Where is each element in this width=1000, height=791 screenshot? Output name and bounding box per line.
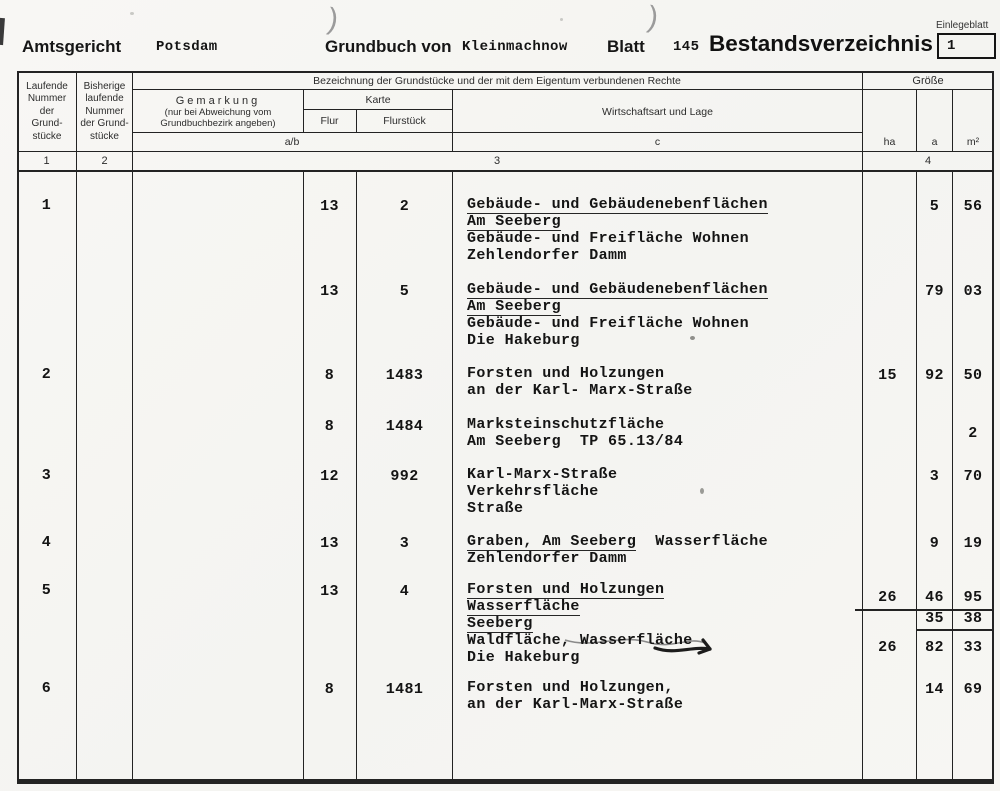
wirtschaftsart-text: Marksteinschutzfläche Am Seeberg TP 65.13/84 (467, 416, 684, 450)
col-header-karte: Karte (365, 93, 391, 106)
blatt-label: Blatt (607, 37, 645, 56)
size-a: 92 (925, 367, 944, 384)
grid-line (132, 89, 994, 90)
size-a: 9 (929, 535, 940, 552)
col-header-bezeichnung: Bezeichnung der Grundstücke und der mit dem Eigentum verbundenen Rechte (313, 74, 681, 87)
col-number-1: 1 (43, 155, 50, 167)
col-header-bisherige-nummer: Bisherige laufende Nummer der Grund- stücke (80, 80, 129, 142)
size-a: 35 (925, 610, 944, 627)
size-m2: 33 (963, 639, 983, 656)
flurstueck-value: 5 (399, 283, 410, 300)
size-a: 79 (925, 283, 944, 300)
col-header-flurstueck: Flurstück (383, 115, 426, 127)
entry-number: 3 (41, 467, 52, 484)
entry-number: 4 (41, 534, 52, 551)
size-ha: 15 (878, 367, 897, 384)
size-m2: 69 (963, 681, 983, 698)
col-header-wirtschaftsart: Wirtschaftsart und Lage (602, 105, 713, 118)
wirtschaftsart-text: Forsten und Holzungen, an der Karl-Marx-Straße (467, 679, 684, 713)
wirtschaftsart-text: Gebäude- und Gebäudenebenflächen Am Seeberg Gebäude- und Freifläche Wohnen Die Hakeburg (467, 281, 768, 349)
col-header-ha: ha (883, 136, 896, 148)
size-a: 46 (925, 589, 944, 606)
grid-line (992, 71, 994, 779)
entry-number: 6 (41, 680, 52, 697)
col-header-gemarkung: Gemarkung (nur bei Abweichung vom Grundbuchbezirk angeben) (160, 94, 276, 129)
court-label: Amtsgericht (22, 37, 122, 56)
col-header-ab: a/b (284, 135, 300, 148)
einlegeblatt-label: Einlegeblatt (936, 20, 989, 31)
grid-line (17, 170, 994, 172)
grid-line (862, 71, 863, 779)
size-a: 82 (925, 639, 944, 656)
col-header-groesse: Größe (912, 74, 944, 87)
scan-speck (130, 12, 134, 15)
col-header-c: c (654, 135, 661, 148)
flur-value: 13 (320, 535, 339, 552)
einlegeblatt-value: 1 (947, 38, 956, 54)
flurstueck-value: 2 (399, 198, 410, 215)
page-title: Bestandsverzeichnis (709, 31, 933, 56)
scan-speck (560, 18, 563, 21)
blatt-value: 145 (673, 39, 700, 55)
grundbuch-value: Kleinmachnow (462, 39, 568, 55)
col-header-laufende-nummer: Laufende Nummer der Grund- stücke (26, 80, 68, 142)
size-m2: 95 (963, 589, 983, 606)
entry-number: 5 (41, 582, 52, 599)
entry-number: 1 (41, 197, 52, 214)
size-m2: 56 (963, 198, 983, 215)
flurstueck-value: 3 (399, 535, 410, 552)
wirtschaftsart-text: Forsten und Holzungen Wasserfläche Seeberg Waldfläche, Wasserfläche Die Hakeburg (467, 581, 693, 666)
entry-number: 2 (41, 366, 52, 383)
col-number-3: 3 (493, 155, 501, 167)
flurstueck-value: 1483 (385, 367, 424, 384)
grid-line (452, 172, 453, 779)
flur-value: 13 (320, 283, 339, 300)
col-number-4: 4 (924, 155, 932, 167)
scan-speck (700, 488, 704, 494)
grundbuch-label: Grundbuch von (325, 37, 452, 56)
grid-line (132, 71, 133, 779)
col-header-flur: Flur (320, 115, 339, 127)
size-m2: 38 (963, 610, 983, 627)
flur-value: 12 (320, 468, 339, 485)
einlegeblatt-box (937, 33, 996, 59)
size-a: 3 (929, 468, 940, 485)
wirtschaftsart-text: Karl-Marx-Straße Verkehrsfläche Straße (467, 466, 618, 517)
size-ha: 26 (878, 589, 897, 606)
grid-line (76, 71, 77, 779)
size-m2: 70 (963, 468, 983, 485)
grid-line (17, 71, 19, 779)
size-a: 5 (929, 198, 940, 215)
pen-mark: ) (645, 0, 661, 35)
flur-value: 13 (320, 583, 339, 600)
wirtschaftsart-text: Gebäude- und Gebäudenebenflächen Am Seeberg Gebäude- und Freifläche Wohnen Zehlendorfer Damm (467, 196, 768, 264)
size-m2: 19 (963, 535, 983, 552)
size-ha (861, 199, 914, 215)
size-m2: 50 (963, 367, 983, 384)
wirtschaftsart-text: Graben, Am Seeberg Wasserfläche Zehlendorfer Damm (467, 533, 769, 567)
grid-line (17, 779, 994, 784)
scan-edge-mark (0, 18, 5, 45)
size-a: 14 (925, 681, 944, 698)
flur-value: 8 (324, 367, 335, 384)
pen-mark: ) (325, 2, 341, 37)
size-m2: 03 (963, 283, 983, 300)
col-number-2: 2 (101, 155, 108, 167)
flur-value: 13 (320, 198, 339, 215)
flur-value: 8 (324, 418, 335, 435)
col-header-a: a (931, 136, 938, 148)
court-value: Potsdam (156, 39, 218, 55)
col-header-m2: m² (966, 136, 980, 148)
size-ha: 26 (878, 639, 897, 656)
size-m2: 2 (968, 425, 978, 442)
flurstueck-value: 1481 (385, 681, 424, 698)
flurstueck-value: 1484 (385, 418, 424, 435)
flur-value: 8 (324, 681, 335, 698)
flurstueck-value: 4 (399, 583, 410, 600)
wirtschaftsart-text: Forsten und Holzungen an der Karl- Marx-Straße (467, 365, 693, 399)
sum-line (917, 629, 993, 631)
flurstueck-value: 992 (390, 468, 419, 485)
